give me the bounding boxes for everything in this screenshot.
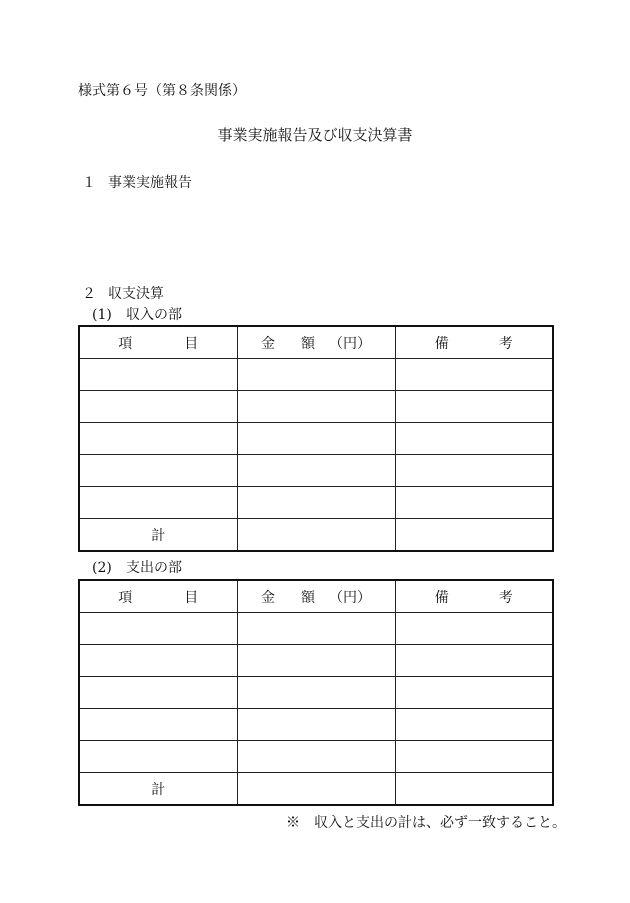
balance-note: ※ 収入と支出の計は、必ず一致すること。 <box>286 815 566 831</box>
document-title: 事業実施報告及び収支決算書 <box>217 126 413 144</box>
income-remarks-cell[interactable] <box>395 455 553 487</box>
expense-item-cell[interactable] <box>79 741 237 773</box>
income-total-label: 計 <box>79 519 237 552</box>
expense-remarks-cell[interactable] <box>395 709 553 741</box>
table-row <box>79 359 553 391</box>
table-row <box>79 455 553 487</box>
section-1-heading <box>82 172 192 192</box>
table-row <box>79 391 553 423</box>
expense-remarks-cell[interactable] <box>395 741 553 773</box>
expense-subheading <box>92 557 182 577</box>
expense-total-row <box>79 773 553 806</box>
income-total-row <box>79 519 553 552</box>
expense-item-cell[interactable] <box>79 613 237 645</box>
income-remarks-cell[interactable] <box>395 487 553 519</box>
expense-amount-cell[interactable] <box>237 613 395 645</box>
section-1-title: 事業実施報告 <box>108 175 192 191</box>
income-total-amount-cell[interactable] <box>237 519 395 552</box>
expense-remarks-cell[interactable] <box>395 613 553 645</box>
expense-total-remarks-cell[interactable] <box>395 773 553 806</box>
income-item-cell[interactable] <box>79 423 237 455</box>
table-row <box>79 645 553 677</box>
table-row <box>79 487 553 519</box>
expense-total-label: 計 <box>79 773 237 806</box>
table-row <box>79 613 553 645</box>
income-amount-cell[interactable] <box>237 359 395 391</box>
income-header-amount: 金 額 （円） <box>237 326 395 359</box>
section-2-heading <box>82 283 164 303</box>
expense-item-cell[interactable] <box>79 677 237 709</box>
income-amount-cell[interactable] <box>237 391 395 423</box>
expense-table <box>78 579 554 806</box>
table-row <box>79 709 553 741</box>
expense-amount-cell[interactable] <box>237 741 395 773</box>
income-amount-cell[interactable] <box>237 423 395 455</box>
expense-amount-cell[interactable] <box>237 645 395 677</box>
income-header-remarks: 備 考 <box>395 326 553 359</box>
income-subheading <box>92 304 182 324</box>
expense-remarks-cell[interactable] <box>395 677 553 709</box>
income-header-item: 項 目 <box>79 326 237 359</box>
income-item-cell[interactable] <box>79 455 237 487</box>
income-item-cell[interactable] <box>79 487 237 519</box>
expense-header-amount: 金 額 （円） <box>237 580 395 613</box>
expense-header-item: 項 目 <box>79 580 237 613</box>
section-1-number: １ <box>82 175 96 191</box>
expense-title: 支出の部 <box>126 560 182 576</box>
table-row <box>79 423 553 455</box>
expense-item-cell[interactable] <box>79 709 237 741</box>
income-item-cell[interactable] <box>79 359 237 391</box>
income-title: 収入の部 <box>126 307 182 323</box>
income-header-row <box>79 326 553 359</box>
expense-header-row <box>79 580 553 613</box>
expense-header-remarks: 備 考 <box>395 580 553 613</box>
expense-number: (2) <box>92 560 112 576</box>
income-amount-cell[interactable] <box>237 487 395 519</box>
income-table <box>78 325 554 552</box>
expense-item-cell[interactable] <box>79 645 237 677</box>
expense-amount-cell[interactable] <box>237 709 395 741</box>
income-remarks-cell[interactable] <box>395 423 553 455</box>
expense-remarks-cell[interactable] <box>395 645 553 677</box>
expense-amount-cell[interactable] <box>237 677 395 709</box>
income-number: (1) <box>92 307 112 323</box>
income-amount-cell[interactable] <box>237 455 395 487</box>
section-2-number: ２ <box>82 286 96 302</box>
form-number: 様式第６号（第８条関係） <box>78 83 246 99</box>
table-row <box>79 677 553 709</box>
table-row <box>79 741 553 773</box>
income-total-remarks-cell[interactable] <box>395 519 553 552</box>
income-remarks-cell[interactable] <box>395 359 553 391</box>
expense-total-amount-cell[interactable] <box>237 773 395 806</box>
income-remarks-cell[interactable] <box>395 391 553 423</box>
income-item-cell[interactable] <box>79 391 237 423</box>
section-2-title: 収支決算 <box>108 286 164 302</box>
